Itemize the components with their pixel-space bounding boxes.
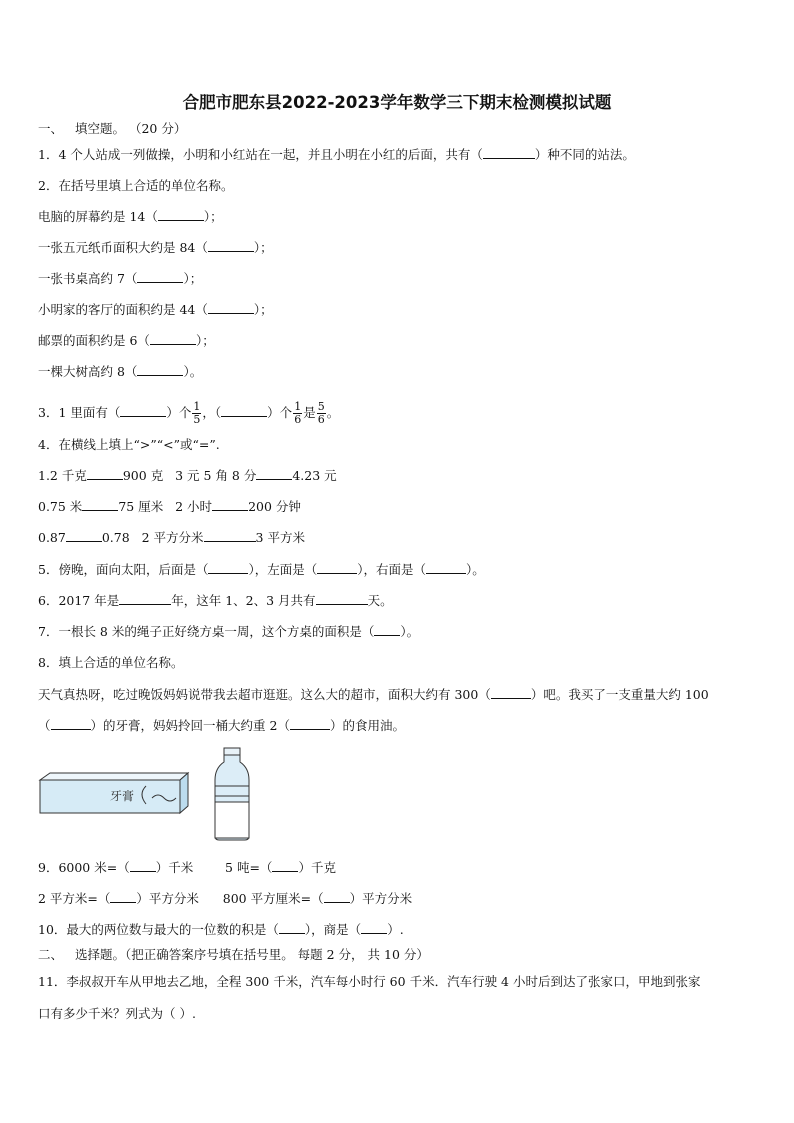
compare-right: 200 分钟 [248, 499, 301, 514]
q9-text: ）千米 [155, 860, 194, 875]
section-name: 填空题。 [74, 121, 125, 136]
question-11-line-1: 11．李叔叔开车从甲地去乙地，全程 300 千米，汽车每小时行 60 千米．汽车行驶 4 小时后到达了张家口，甲地到张家 [38, 974, 701, 989]
q9-text: 9．6000 米=（ [38, 860, 130, 875]
q9-text: ）平方分米 [349, 891, 413, 906]
answer-blank[interactable] [290, 718, 330, 730]
answer-blank[interactable] [208, 240, 254, 252]
compare-blank[interactable] [204, 530, 256, 542]
fraction-denominator: 6 [294, 413, 302, 426]
fraction-5-6 [317, 401, 326, 426]
q3-text: ，（ [202, 405, 222, 420]
q5-text: 5．傍晚，面向太阳，后面是（ [38, 562, 209, 577]
q2-item-end: ）。 [183, 364, 203, 379]
question-9-row-2 [38, 891, 412, 907]
section-number: 二、 [38, 947, 64, 962]
q5-text: ），右面是（ [357, 562, 426, 577]
q3-text: ）个 [166, 405, 192, 420]
compare-blank[interactable] [256, 468, 292, 480]
q4-row-1 [38, 468, 337, 484]
answer-blank[interactable] [426, 562, 466, 574]
q2-item-4 [38, 302, 273, 318]
answer-blank[interactable] [119, 593, 171, 605]
section-instructions: 选择题。（把正确答案序号填在括号里。 每题 2 分， 共 10 分） [74, 947, 429, 962]
compare-blank[interactable] [82, 499, 118, 511]
answer-blank[interactable] [374, 624, 400, 636]
compare-right: 3 平方米 [255, 530, 305, 545]
fraction-numerator: 1 [193, 400, 201, 413]
answer-blank[interactable] [272, 860, 298, 872]
q3-text: ）个 [267, 405, 293, 420]
answer-blank[interactable] [316, 593, 368, 605]
q2-item-end: ）； [203, 209, 223, 224]
q6-text: 6．2017 年是 [38, 593, 120, 608]
answer-blank[interactable] [208, 562, 248, 574]
q2-item-text: 一张书桌高约 7（ [38, 271, 138, 286]
toothpaste-label: 牙膏 [110, 789, 135, 803]
answer-blank[interactable] [158, 209, 204, 221]
section-number: 一、 [38, 121, 64, 136]
q6-text: 年，这年 1、2、3 月共有 [171, 593, 316, 608]
q8-text: ）的牙膏，妈妈拎回一桶大约重 2（ [90, 718, 290, 733]
q10-text: 10．最大的两位数与最大的一位数的积是（ [38, 922, 279, 937]
q4-row-3 [38, 530, 305, 546]
q8-text: ）吧。我买了一支重量大约 100 [530, 687, 709, 702]
compare-left: 2 小时 [175, 499, 213, 514]
q2-item-6 [38, 364, 202, 380]
question-9-row-1 [38, 860, 336, 876]
q9-text: ）平方分米 [136, 891, 199, 906]
q4-row-2 [38, 499, 301, 515]
q2-item-text: 一张五元纸币面积大约是 84（ [38, 240, 208, 255]
q9-text: 5 吨=（ [225, 860, 273, 875]
answer-blank[interactable] [483, 147, 535, 159]
q6-text-end: 天。 [367, 593, 393, 608]
q3-text-end: 。 [326, 405, 340, 420]
q2-item-1 [38, 209, 223, 225]
answer-blank[interactable] [491, 687, 531, 699]
compare-left: 3 元 5 角 8 分 [175, 468, 257, 483]
answer-blank[interactable] [208, 302, 254, 314]
question-10 [38, 922, 404, 938]
answer-blank[interactable] [324, 891, 350, 903]
question-3 [38, 398, 339, 428]
q2-item-5 [38, 333, 215, 349]
q8-text: 天气真热呀，吃过晚饭妈妈说带我去超市逛逛。这么大的超市，面积大约有 300（ [38, 687, 491, 702]
fraction-1-5 [192, 401, 201, 426]
q7-text-end: ）。 [400, 624, 420, 639]
question-8-stem: 8．填上合适的单位名称。 [38, 655, 184, 670]
compare-blank[interactable] [66, 530, 102, 542]
q3-text: 3．1 里面有（ [38, 405, 121, 420]
fraction-denominator: 6 [317, 413, 325, 426]
section-2-heading [38, 947, 429, 963]
compare-left: 2 平方分米 [141, 530, 204, 545]
q9-text: 800 平方厘米=（ [222, 891, 324, 906]
question-5 [38, 562, 485, 578]
q3-text: 是 [303, 405, 316, 420]
oil-bottle-illustration [212, 746, 252, 842]
question-1 [38, 147, 635, 163]
question-2-stem: 2．在括号里填上合适的单位名称。 [38, 178, 234, 193]
compare-right: 0.78 [101, 530, 130, 545]
q8-text: （ [38, 718, 51, 733]
compare-left: 0.75 米 [38, 499, 83, 514]
answer-blank[interactable] [137, 364, 183, 376]
fraction-denominator: 5 [193, 413, 201, 426]
toothpaste-illustration [38, 770, 190, 816]
answer-blank[interactable] [150, 333, 196, 345]
q2-item-2 [38, 240, 273, 256]
q2-item-text: 一棵大树高约 8（ [38, 364, 138, 379]
q1-text-end: ）种不同的站法。 [534, 147, 635, 162]
section-1-heading [38, 121, 186, 137]
compare-right: 4.23 元 [292, 468, 337, 483]
q2-item-text: 电脑的屏幕约是 14（ [38, 209, 158, 224]
compare-blank[interactable] [87, 468, 123, 480]
q2-item-end: ）； [253, 302, 273, 317]
compare-right: 75 厘米 [118, 499, 164, 514]
question-6 [38, 593, 393, 609]
q1-text: 1．4 个人站成一列做操，小明和小红站在一起，并且小明在小红的后面，共有（ [38, 147, 483, 162]
question-4-stem: 4．在横线上填上“>”“<”或“=”. [38, 437, 220, 452]
q10-text-end: ）. [387, 922, 404, 937]
q2-item-end: ）； [253, 240, 273, 255]
compare-right: 900 克 [122, 468, 164, 483]
oil-bottle-icon [212, 746, 252, 842]
q2-item-end: ）； [183, 271, 203, 286]
q8-text-end: ）的食用油。 [329, 718, 405, 733]
answer-blank[interactable] [110, 891, 136, 903]
answer-blank[interactable] [221, 405, 267, 417]
question-7 [38, 624, 419, 640]
answer-blank[interactable] [317, 562, 357, 574]
compare-left: 0.87 [38, 530, 66, 545]
answer-blank[interactable] [361, 922, 387, 934]
q9-text: ）千克 [298, 860, 336, 875]
compare-left: 1.2 千克 [38, 468, 87, 483]
q7-text: 7．一根长 8 米的绳子正好绕方桌一周，这个方桌的面积是（ [38, 624, 375, 639]
q8-line-1 [38, 687, 709, 703]
q9-text: 2 平方米=（ [38, 891, 111, 906]
q2-item-end: ）； [195, 333, 215, 348]
q2-item-3 [38, 271, 202, 287]
page-title: 合肥市肥东县2022-2023学年数学三下期末检测模拟试题 [182, 93, 612, 112]
answer-blank[interactable] [120, 405, 166, 417]
fraction-numerator: 1 [294, 400, 302, 413]
question-11-line-2: 口有多少千米？列式为（ ）. [38, 1006, 196, 1021]
compare-blank[interactable] [212, 499, 248, 511]
answer-blank[interactable] [137, 271, 183, 283]
q2-item-text: 邮票的面积约是 6（ [38, 333, 150, 348]
q10-text: ），商是（ [304, 922, 362, 937]
answer-blank[interactable] [130, 860, 156, 872]
q5-text-end: ）。 [466, 562, 485, 577]
answer-blank[interactable] [51, 718, 91, 730]
q5-text: ），左面是（ [248, 562, 318, 577]
fraction-1-6 [293, 401, 302, 426]
section-score: （20 分） [128, 121, 187, 136]
q2-item-text: 小明家的客厅的面积约是 44（ [38, 302, 208, 317]
answer-blank[interactable] [279, 922, 305, 934]
q8-line-2 [38, 718, 405, 734]
fraction-numerator: 5 [317, 400, 325, 413]
